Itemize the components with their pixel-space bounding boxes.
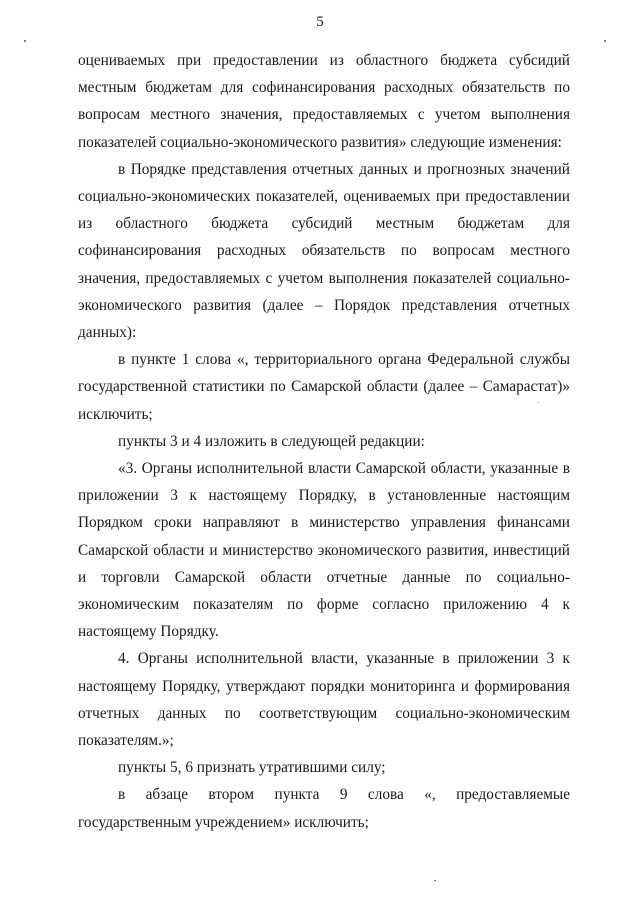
page-number: 5 (316, 14, 324, 30)
scan-speck (434, 880, 436, 881)
paragraph-5: «3. Органы исполнительной власти Самарской области, указанные в приложении 3 к настоящему Порядку, в установленные настоящим Порядком сроки направляют в министерство управления финансами Самарской области и министерство экономического развития, инвестиций и торговли Самарской области отчетные данные по социально-экономическим показателям по форме согласно приложению 4 к настоящему Порядку. (78, 460, 570, 641)
scan-speck (24, 40, 26, 42)
paragraph-7: пункты 5, 6 признать утратившими силу; (118, 759, 386, 777)
scan-speck (538, 402, 539, 403)
paragraph-1: оцениваемых при предоставлении из областного бюджета субсидий местным бюджетам для софинансирования расходных обязательств по вопросам местного значения, предоставляемых с учетом выполнения показателей социально-экономического развития» следующие изменения: (78, 52, 570, 151)
paragraph-3: в пункте 1 слова «, территориального органа Федеральной службы государственной статистики по Самарской области (далее – Самарастат)» исключить; (78, 351, 570, 423)
paragraph-4: пункты 3 и 4 изложить в следующей редакции: (118, 432, 425, 450)
paragraph-8: в абзаце втором пункта 9 слова «, предоставляемые государственным учреждением» исключить; (78, 786, 570, 831)
scan-speck (604, 40, 606, 42)
paragraph-2: в Порядке представления отчетных данных и прогнозных значений социально-экономических показателей, оцениваемых при предоставлении из областного бюджета субсидий местным бюджетам для софинансирования расходных обязательств по вопросам местного значения, предоставляемых с учетом выполнения показателей социально-экономического развития (далее – Порядок представления отчетных данных): (78, 160, 570, 342)
paragraph-6: 4. Органы исполнительной власти, указанные в приложении 3 к настоящему Порядку, утверждают порядки мониторинга и формирования отчетных данных по соответствующим социально-экономическим показателям.»; (78, 650, 570, 750)
document-body (78, 47, 570, 836)
